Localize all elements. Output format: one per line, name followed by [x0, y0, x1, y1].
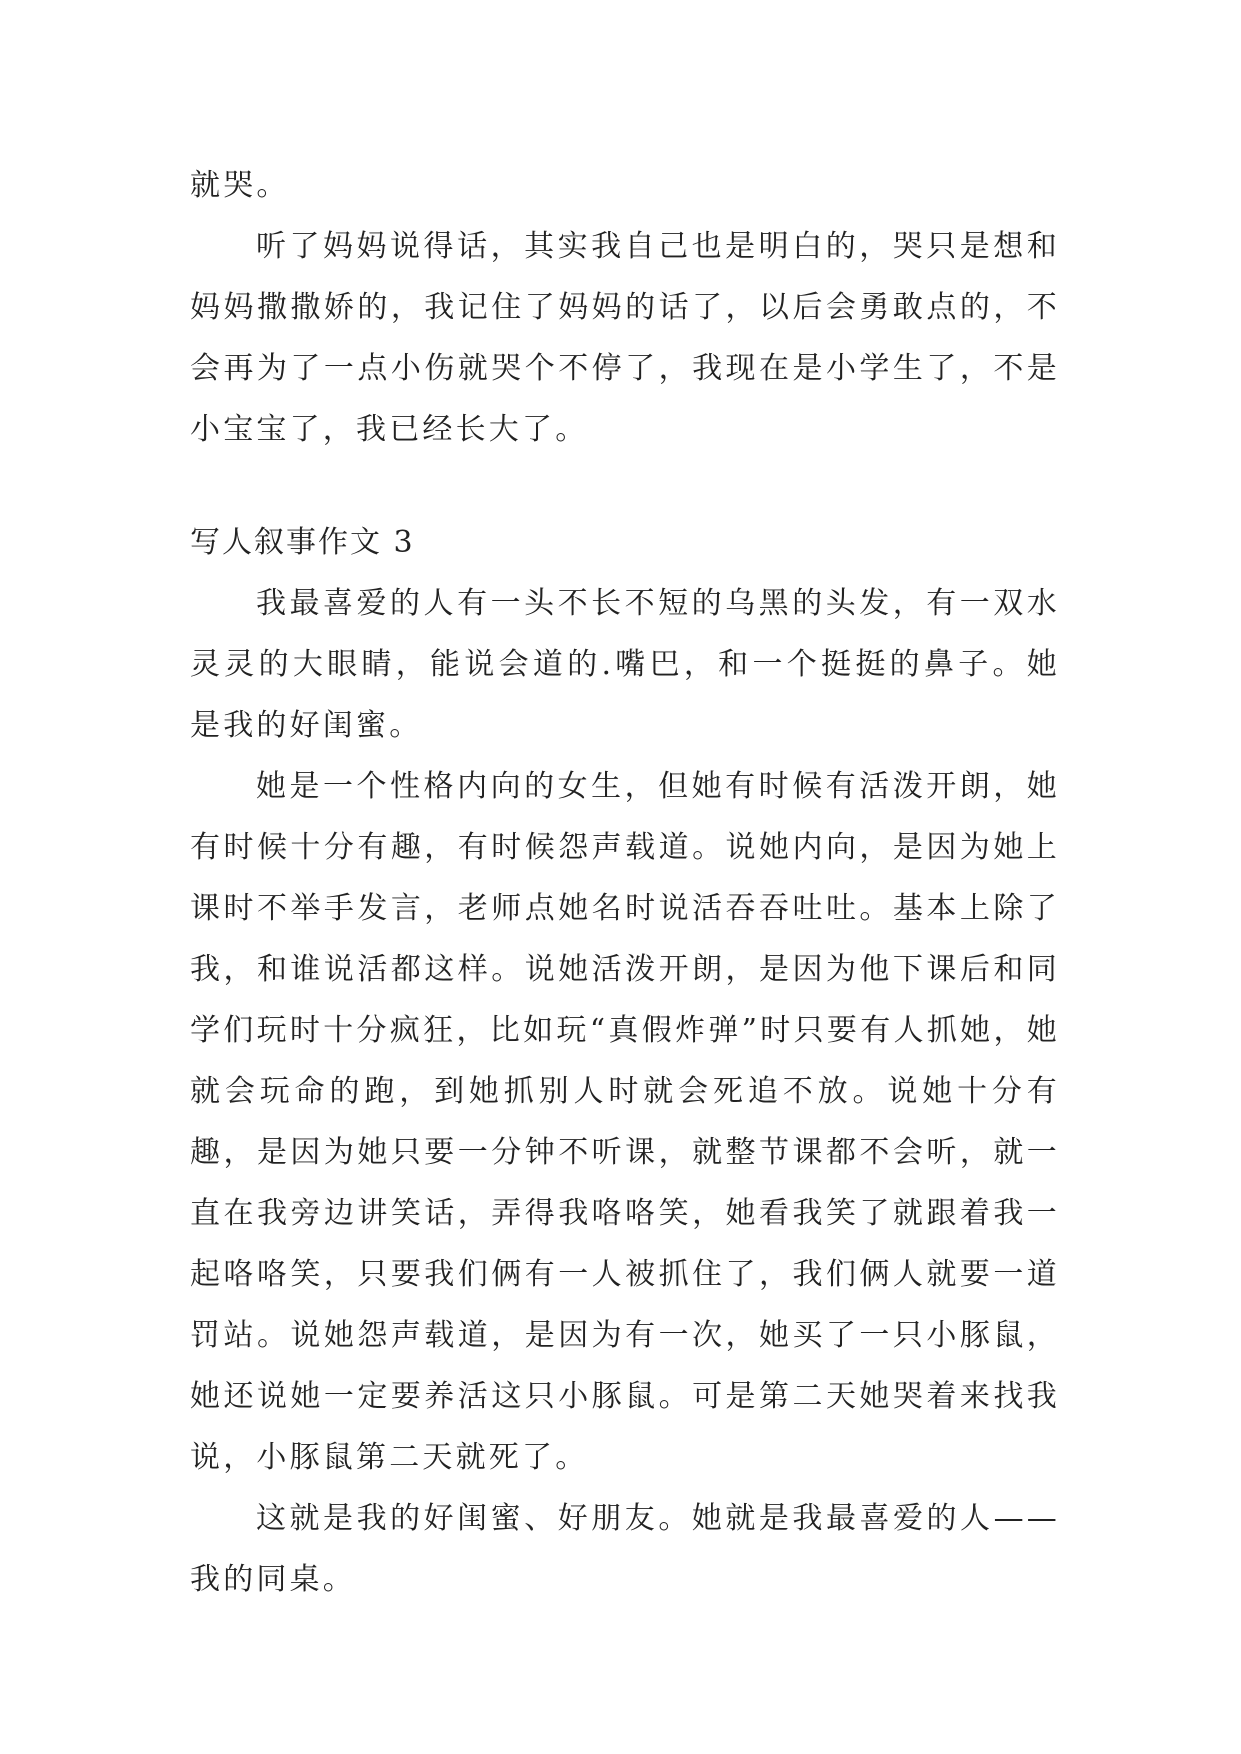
paragraph: 我最喜爱的人有一头不长不短的乌黑的头发，有一双水灵灵的大眼睛，能说会道的.嘴巴，和一个挺挺的鼻子。她是我的好闺蜜。: [190, 586, 1060, 743]
section-heading: 写人叙事作文 3: [190, 525, 415, 560]
paragraph: 她是一个性格内向的女生，但她有时候有活泼开朗，她有时候十分有趣，有时候怨声载道。说她内向，是因为她上课时不举手发言，老师点她名时说活吞吞吐吐。基本上除了我，和谁说活都这样。说她活泼开朗，是因为他下课后和同学们玩时十分疯狂，比如玩“真假炸弹”时只要有人抓她，她就会玩命的跑，到她抓别人时就会死追不放。说她十分有趣，是因为她只要一分钟不听课，就整节课都不会听，就一直在我旁边讲笑话，弄得我咯咯笑，她看我笑了就跟着我一起咯咯笑，只要我们俩有一人被抓住了，我们俩人就要一道罚站。说她怨声载道，是因为有一次，她买了一只小豚鼠，她还说她一定要养活这只小豚鼠。可是第二天她哭着来找我说，小豚鼠第二天就死了。: [190, 769, 1060, 1475]
paragraph: 这就是我的好闺蜜、好朋友。她就是我最喜爱的人——我的同桌。: [190, 1501, 1060, 1597]
paragraph-continuation: 就哭。: [190, 168, 290, 203]
document-body: [190, 155, 1060, 1610]
paragraph: 听了妈妈说得话，其实我自己也是明白的，哭只是想和妈妈撒撒娇的，我记住了妈妈的话了，以后会勇敢点的，不会再为了一点小伤就哭个不停了，我现在是小学生了，不是小宝宝了，我已经长大了。: [190, 229, 1060, 447]
